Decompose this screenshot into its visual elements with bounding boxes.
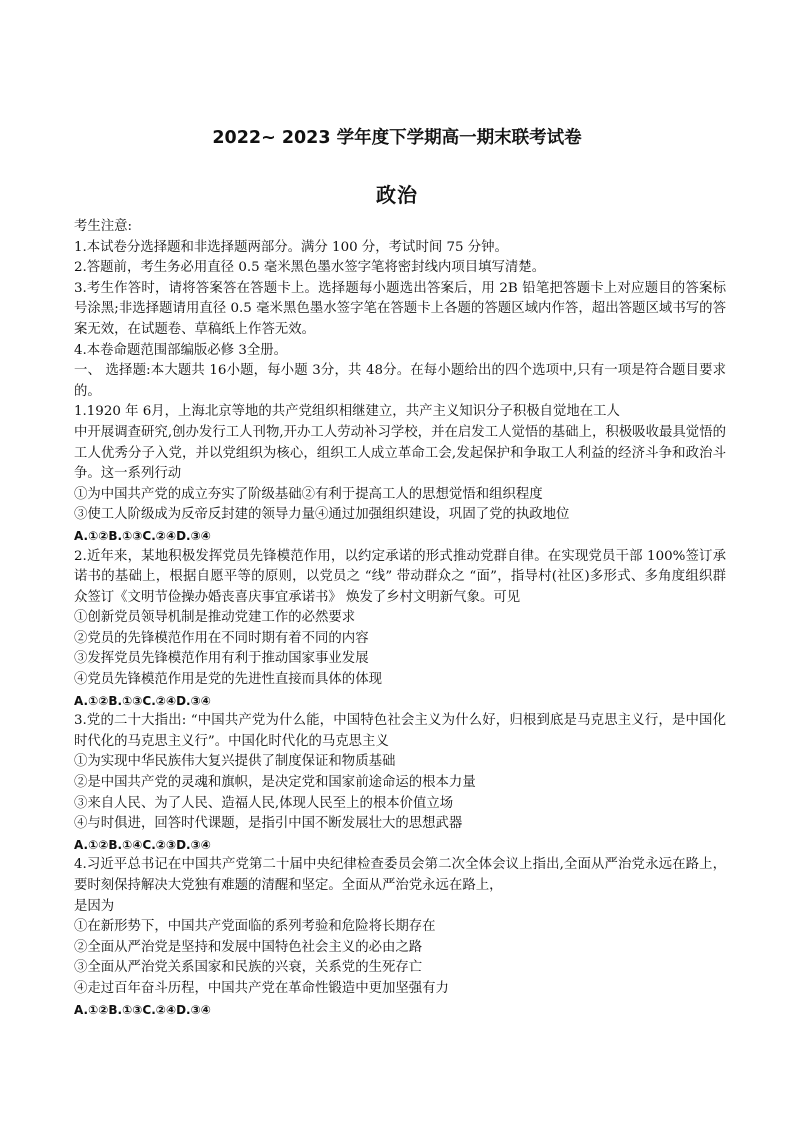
question-option: ①在新形势下，中国共产党面临的系列考验和危险将长期存在 [74, 919, 436, 935]
question-option: ④与时俱进，回答时代课题，是指引中国不断发展壮大的思想武器 [74, 816, 463, 832]
subject-title: 政治 [376, 183, 418, 207]
question-stem: 中开展调查研究,创办发行工人刊物,开办工人劳动补习学校，并在启发工人觉悟的基础上，积极吸收最具觉悟的工人优秀分子入党，并以党组织为核心，组织工人成立革命工会,发起保护和争取工人利益的经济斗争和政治斗争。这一系列行动 [74, 424, 726, 482]
question-option: ④党员先锋模范作用是党的先进性直接而具体的体现 [74, 672, 382, 688]
question-stem: 4.习近平总书记在中国共产党第二十届中央纪律检查委员会第二次全体会议上指出,全面从严治党永远在路上，要时刻保持解决大党独有难题的清醒和坚定。全面从严治党永远在路上， [74, 857, 726, 893]
question-option: ②是中国共产党的灵魂和旗帜，是决定党和国家前途命运的根本力量 [74, 775, 476, 791]
question-option: ①为实现中华民族伟大复兴提供了制度保证和物质基础 [74, 754, 396, 770]
exam-title: 2022~ 2023 学年度下学期高一期末联考试卷 [212, 128, 582, 148]
answer-choices: A.①②B.①③C.②④D.③④ [74, 1002, 211, 1017]
notice-item: 3.考生作答时，请将答案答在答题卡上。选择题每小题选出答案后，用 2B 铅笔把答题卡上对应题目的答案标号涂黑;非选择题请用直径 0.5 毫米黑色墨水签字笔在答题卡上各题的答题区域内作答，超出答题区域书写的答案无效，在试题卷、草稿纸上作答无效。 [74, 280, 726, 337]
question-option: ②党员的先锋模范作用在不同时期有着不同的内容 [74, 630, 369, 646]
question-stem: 2.近年来，某地积极发挥党员先锋模范作用，以约定承诺的形式推动党群自律。在实现党员干部 100%签订承诺书的基础上，根据自愿平等的原则，以党员之 “线” 带动群众之 “面”，指导村(社区)多形式、多角度组织群众签订《文明节俭操办婚丧喜庆事宜承诺书》 焕发了乡村文明新气象。可见 [74, 548, 726, 605]
question-option: ③全面从严治党关系国家和民族的兴衰，关系党的生死存亡 [74, 960, 423, 976]
notice-item: 4.本卷命题范围部编版必修 3全册。 [74, 342, 288, 358]
question-option: ②全面从严治党是坚持和发展中国特色社会主义的必由之路 [74, 939, 423, 955]
exam-body [74, 217, 726, 1020]
notice-item: 2.答题前，考生务必用直径 0.5 毫米黑色墨水签字笔将密封线内项目填写清楚。 [74, 260, 546, 276]
notice-item: 1.本试卷分选择题和非选择题两部分。满分 100 分，考试时间 75 分钟。 [74, 239, 508, 255]
notice-heading: 考生注意: [74, 219, 133, 234]
question-option: ③发挥党员先锋模范作用有利于推动国家事业发展 [74, 651, 369, 667]
question-stem: 1.1920 年 6月，上海北京等地的共产党组织相继建立，共产主义知识分子积极自觉地在工人 [74, 404, 620, 420]
section-intro: 一、 选择题:本大题共 16小题，每小题 3分，共 48分。在每小题给出的四个选项中,只有一项是符合题目要求的。 [74, 363, 726, 399]
question-option: ①创新党员领导机制是推动党建工作的必然要求 [74, 610, 356, 626]
question-option: ④走过百年奋斗历程，中国共产党在革命性锻造中更加坚强有力 [74, 980, 449, 996]
question-option: ③使工人阶级成为反帝反封建的领导力量④通过加强组织建设，巩固了党的执政地位 [74, 507, 570, 523]
question-stem: 是因为 [74, 898, 115, 914]
answer-choices: A.①②B.①④C.②③D.③④ [74, 837, 211, 852]
answer-choices: A.①②B.①③C.②④D.③④ [74, 528, 211, 543]
answer-choices: A.①②B.①③C.②④D.③④ [74, 693, 211, 708]
question-option: ③来自人民、为了人民、造福人民,体现人民至上的根本价值立场 [74, 795, 454, 811]
question-stem: 3.党的二十大指出: “中国共产党为什么能，中国特色社会主义为什么好，归根到底是马克思主义行，是中国化时代化的马克思主义行”。中国化时代化的马克思主义 [74, 713, 726, 749]
question-option: ①为中国共产党的成立夯实了阶级基础②有利于提高工人的思想觉悟和组织程度 [74, 486, 543, 502]
